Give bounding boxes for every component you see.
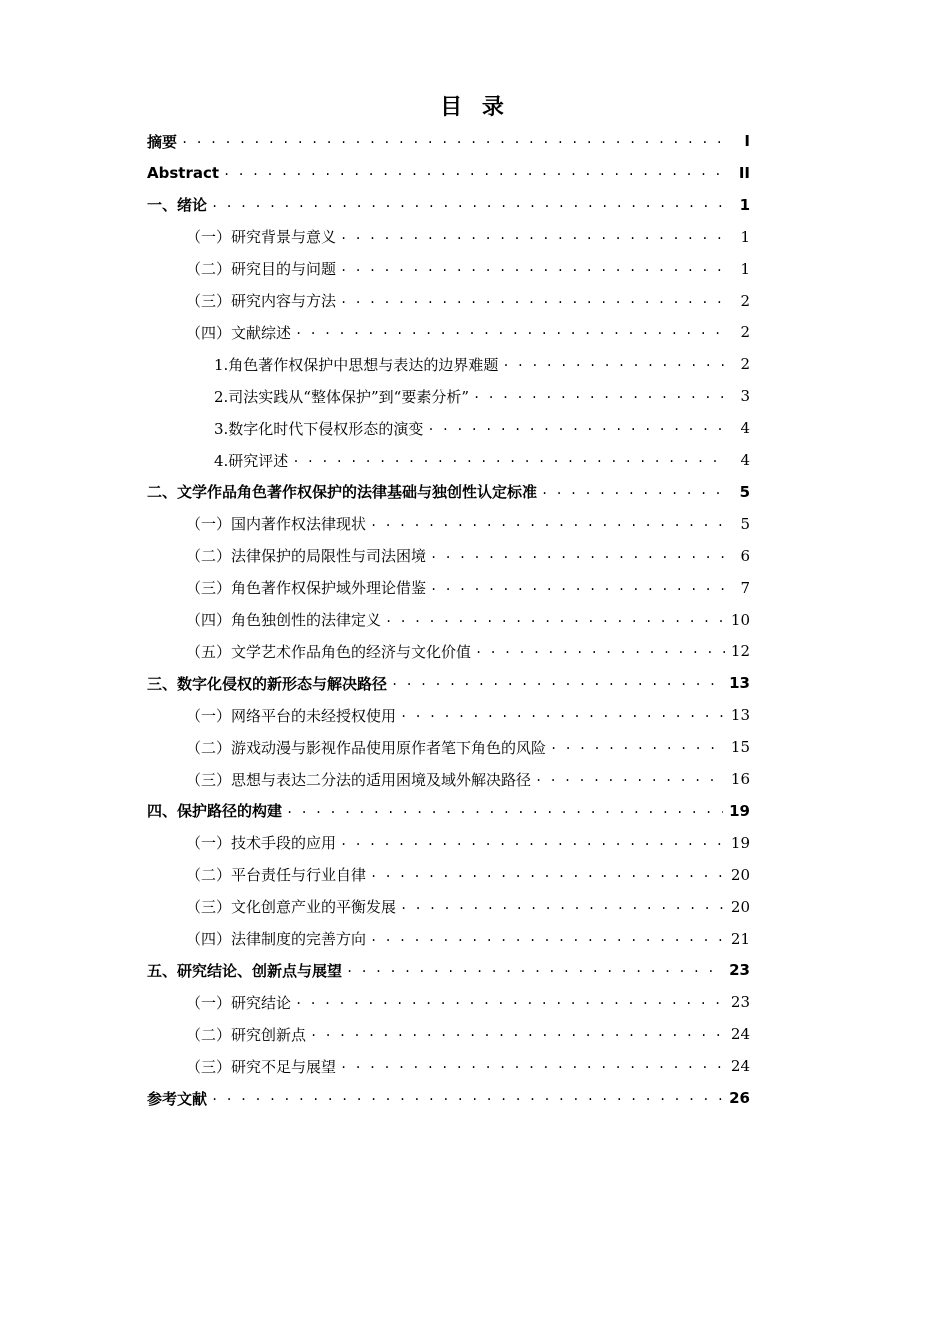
toc-entry[interactable] — [214, 413, 750, 443]
toc-entry-title: （二）研究创新点 — [186, 1025, 307, 1044]
toc-dot-leader — [427, 413, 728, 443]
toc-page-number: 10 — [730, 610, 750, 629]
toc-page-number: 1 — [739, 195, 750, 214]
toc-page-number: 20 — [730, 897, 750, 916]
toc-entry-title: 2.司法实践从“整体保护”到“要素分析” — [214, 387, 469, 406]
toc-dot-leader — [211, 190, 728, 220]
toc-entry-title: （三）角色著作权保护域外理论借鉴 — [186, 579, 427, 598]
toc-entry-title: 三、数字化侵权的新形态与解决路径 — [147, 674, 388, 693]
toc-page-number: I — [744, 132, 750, 150]
toc-page-number: 26 — [729, 1089, 750, 1107]
toc-entry-title: （一）技术手段的应用 — [186, 834, 337, 853]
toc-dot-leader — [502, 349, 728, 379]
toc-entry-title: （四）角色独创性的法律定义 — [186, 611, 382, 629]
toc-page-number: 24 — [730, 1057, 750, 1076]
toc-page-number: 13 — [729, 674, 750, 693]
toc-page-number: 4 — [740, 451, 750, 469]
toc-page-number: 1 — [740, 227, 750, 246]
toc-page-number: 21 — [730, 929, 750, 948]
toc-entry[interactable] — [147, 190, 750, 220]
toc-entry-title: 4.研究评述 — [214, 451, 289, 470]
toc-dot-leader — [181, 126, 728, 156]
toc-page-number: 4 — [740, 419, 750, 438]
toc-page-number: 5 — [740, 514, 750, 533]
toc-dot-leader — [370, 924, 725, 954]
toc-dot-leader — [340, 254, 728, 284]
toc-entry-title: （一）国内著作权法律现状 — [186, 515, 367, 534]
toc-dot-leader — [550, 732, 725, 762]
toc-page-number: 2 — [740, 355, 750, 374]
toc-dot-leader — [400, 892, 725, 922]
toc-page-number: 5 — [739, 482, 750, 501]
toc-entry-title: 摘要 — [147, 132, 178, 151]
toc-entry-title: （五）文学艺术作品角色的经济与文化价值 — [186, 642, 472, 661]
toc-dot-leader — [541, 477, 728, 507]
toc-entry-title: 四、保护路径的构建 — [147, 802, 283, 821]
toc-entry-title: 五、研究结论、创新点与展望 — [147, 961, 343, 980]
toc-entry[interactable] — [186, 764, 750, 794]
toc-entry[interactable] — [147, 1083, 750, 1113]
toc-entry[interactable] — [186, 317, 750, 347]
toc-entry[interactable] — [186, 924, 750, 954]
toc-entry[interactable] — [186, 541, 750, 571]
toc-entry[interactable] — [186, 700, 750, 730]
toc-dot-leader — [475, 636, 725, 666]
toc-page-number: 3 — [740, 387, 750, 406]
toc-dot-leader — [295, 987, 725, 1017]
toc-entry-title: （一）网络平台的未经授权使用 — [186, 706, 397, 725]
toc-dot-leader — [310, 1019, 725, 1049]
toc-entry[interactable] — [147, 158, 750, 188]
toc-entry[interactable] — [186, 636, 750, 666]
toc-dot-leader — [430, 573, 728, 603]
toc-entry-title: （三）思想与表达二分法的适用困境及域外解决路径 — [186, 770, 532, 789]
toc-entry[interactable] — [214, 349, 750, 379]
toc-entry-title: （三）研究不足与展望 — [186, 1057, 337, 1076]
toc-dot-leader — [391, 668, 723, 698]
toc-entry[interactable] — [186, 509, 750, 539]
toc-entry-title: 参考文献 — [147, 1089, 208, 1108]
toc-page-number: 20 — [730, 865, 750, 884]
toc-dot-leader — [430, 541, 728, 571]
toc-page-number: 23 — [729, 961, 750, 980]
toc-dot-leader — [346, 955, 723, 985]
toc-dot-leader — [400, 700, 725, 730]
toc-entry[interactable] — [186, 987, 750, 1017]
toc-page-number: 16 — [730, 770, 750, 788]
toc-entry[interactable] — [147, 668, 750, 698]
toc-dot-leader — [370, 860, 725, 890]
toc-dot-leader — [292, 445, 728, 475]
toc-dot-leader — [340, 1051, 725, 1081]
toc-entry-title: 3.数字化时代下侵权形态的演变 — [214, 419, 424, 438]
toc-entry-title: Abstract — [147, 163, 220, 182]
toc-entry-title: （三）文化创意产业的平衡发展 — [186, 898, 397, 917]
toc-entry[interactable] — [147, 796, 750, 826]
toc-entry[interactable] — [147, 477, 750, 507]
toc-page-number: 19 — [729, 801, 750, 820]
toc-entry[interactable] — [147, 955, 750, 985]
toc-entry[interactable] — [186, 573, 750, 603]
toc-dot-leader — [370, 509, 728, 539]
toc-entry[interactable] — [214, 445, 750, 475]
toc-page-number: 2 — [740, 323, 750, 342]
toc-dot-leader — [340, 222, 728, 252]
toc-page-number: 24 — [730, 1025, 750, 1044]
toc-entry-title: （三）研究内容与方法 — [186, 292, 337, 310]
toc-dot-leader — [295, 317, 728, 347]
toc-dot-leader — [223, 158, 728, 188]
toc-entry-title: （一）研究背景与意义 — [186, 228, 337, 247]
toc-entry-title: （二）游戏动漫与影视作品使用原作者笔下角色的风险 — [186, 738, 547, 757]
toc-entry[interactable] — [186, 222, 750, 252]
toc-entry[interactable] — [186, 828, 750, 858]
toc-title: 目 录 — [440, 95, 510, 120]
toc-entry[interactable] — [186, 892, 750, 922]
toc-entry[interactable] — [214, 381, 750, 411]
toc-entry[interactable] — [147, 126, 750, 156]
toc-entry[interactable] — [186, 605, 750, 635]
toc-page-number: 1 — [740, 259, 750, 278]
toc-page-number: 7 — [740, 578, 750, 597]
toc-entry-title: 一、绪论 — [147, 196, 208, 215]
toc-entry[interactable] — [186, 732, 750, 762]
toc-entry[interactable] — [186, 1051, 750, 1081]
toc-entry-title: （二）平台责任与行业自律 — [186, 866, 367, 885]
toc-entry-title: （一）研究结论 — [186, 993, 292, 1012]
toc-page-number: 2 — [740, 291, 750, 310]
toc-page-number: II — [738, 163, 750, 182]
toc-dot-leader — [286, 796, 723, 826]
toc-page-number: 23 — [730, 993, 750, 1012]
toc-page-number: 12 — [730, 642, 750, 661]
toc-page-number: 6 — [740, 546, 750, 565]
toc-dot-leader — [473, 381, 728, 411]
toc-entry[interactable] — [186, 286, 750, 316]
toc-entry-title: 二、文学作品角色著作权保护的法律基础与独创性认定标准 — [147, 483, 538, 502]
toc-entry-title: （二）研究目的与问题 — [186, 260, 337, 279]
toc-entry[interactable] — [186, 254, 750, 284]
toc-dot-leader — [340, 828, 725, 858]
toc-page-number: 15 — [730, 738, 750, 757]
toc-dot-leader — [340, 286, 728, 316]
toc-entry-title: （四）文献综述 — [186, 323, 292, 342]
toc-entry[interactable] — [186, 860, 750, 890]
toc-entry-title: （二）法律保护的局限性与司法困境 — [186, 547, 427, 566]
toc-entry-title: 1.角色著作权保护中思想与表达的边界难题 — [214, 355, 499, 374]
toc-dot-leader — [211, 1083, 723, 1113]
toc-page-number: 13 — [730, 706, 750, 725]
toc-dot-leader — [535, 764, 725, 794]
toc-page-number: 19 — [730, 833, 750, 852]
toc-entry[interactable] — [186, 1019, 750, 1049]
toc-dot-leader — [385, 605, 725, 635]
toc-entry-title: （四）法律制度的完善方向 — [186, 930, 367, 948]
